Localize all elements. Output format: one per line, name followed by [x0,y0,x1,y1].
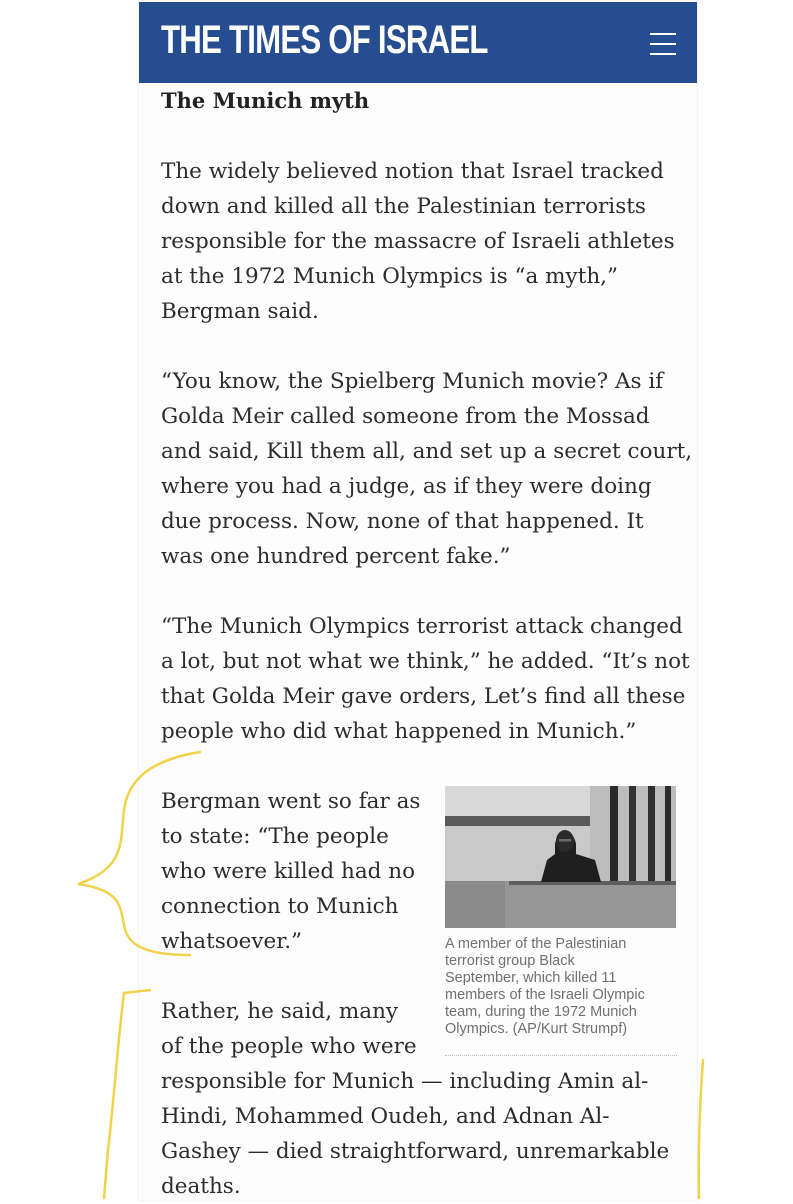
paragraph-line: “The Munich Olympics terrorist attack changed [161,614,683,639]
article-paragraph-3 [161,609,690,749]
paragraph-line: Gashey — died straightforward, unremarkable [161,1139,670,1164]
caption-line: A member of the Palestinian [445,936,627,952]
paragraph-line: down and killed all the Palestinian terrorists [161,194,646,219]
paragraph-line: people who did what happened in Munich.” [161,719,637,744]
paragraph-line: responsible for the massacre of Israeli athletes [161,229,675,254]
paragraph-line: who were killed had no [161,859,416,884]
paragraph-line: Rather, he said, many [161,999,399,1024]
site-logo[interactable]: THE TIMES OF ISRAEL [161,18,488,62]
article-photo[interactable] [445,786,676,928]
paragraph-line: Golda Meir called someone from the Mossad [161,404,650,429]
paragraph-line: whatsoever.” [161,929,303,954]
article-paragraph-1 [161,154,675,329]
article-paragraph-2 [161,364,692,574]
paragraph-line: Bergman said. [161,299,319,324]
paragraph-line: connection to Munich [161,894,399,919]
photo-illustration [445,786,676,928]
caption-line: team, during the 1972 Munich [445,1004,637,1020]
caption-line: September, which killed 11 [445,970,617,986]
paragraph-line: and said, Kill them all, and set up a secret court, [161,439,693,464]
caption-line: Olympics. (AP/Kurt Strumpf) [445,1021,628,1037]
paragraph-line: responsible for Munich — including Amin al- [161,1069,649,1094]
paragraph-line: “You know, the Spielberg Munich movie? As if [161,369,664,394]
paragraph-line: due process. Now, none of that happened. It [161,509,644,534]
paragraph-line: was one hundred percent fake.” [161,544,511,569]
paragraph-line: deaths. [161,1174,241,1199]
paragraph-line: of the people who were [161,1034,417,1059]
caption-line: terrorist group Black [445,953,575,969]
article-paragraph-4 [161,784,420,959]
caption-line: members of the Israeli Olympic [445,987,645,1003]
section-heading: The Munich myth [161,88,370,113]
paragraph-line: a lot, but not what we think,” he added. “It’s not [161,649,690,674]
paragraph-line: Bergman went so far as [161,789,421,814]
paragraph-line: Hindi, Mohammed Oudeh, and Adnan Al- [161,1104,610,1129]
caption-divider [445,1055,677,1056]
paragraph-line: that Golda Meir gave orders, Let’s find all these [161,684,686,709]
paragraph-line: at the 1972 Munich Olympics is “a myth,” [161,264,619,289]
site-header [139,2,697,83]
paragraph-line: where you had a judge, as if they were doing [161,474,652,499]
hamburger-menu-icon[interactable] [650,33,676,55]
paragraph-line: to state: “The people [161,824,389,849]
paragraph-line: The widely believed notion that Israel tracked [161,159,664,184]
photo-caption [445,936,677,1038]
